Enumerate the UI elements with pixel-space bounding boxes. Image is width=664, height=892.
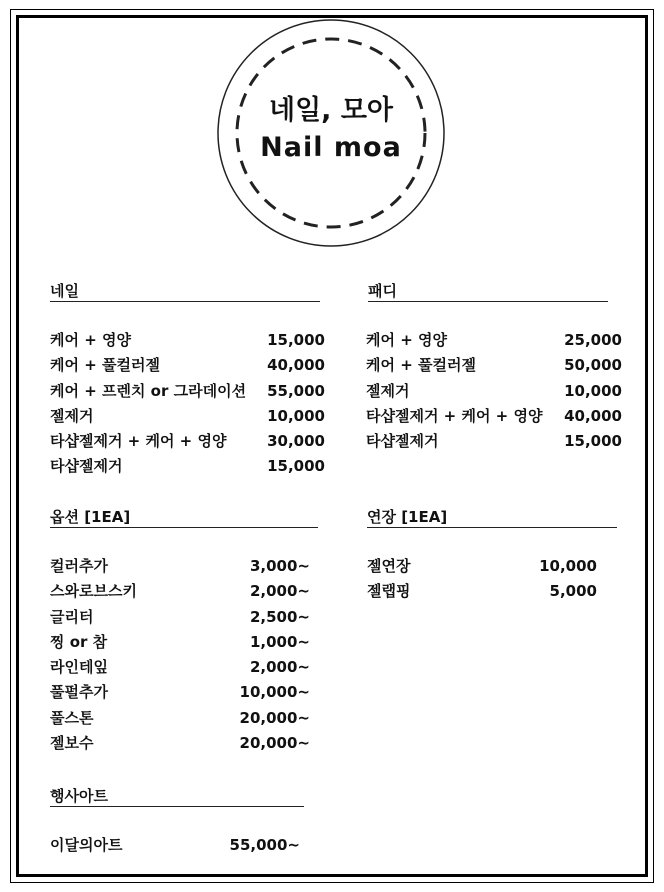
- item-price: 2,500~: [249, 607, 310, 626]
- item-price: 10,000: [539, 557, 597, 575]
- item-list: [50, 328, 325, 480]
- menu-item: [50, 328, 325, 353]
- menu-item: [366, 353, 622, 378]
- item-price: 20,000~: [239, 734, 310, 753]
- item-price: 40,000: [564, 406, 622, 425]
- section-title: 패디: [368, 282, 608, 302]
- item-price: 55,000: [267, 381, 325, 400]
- section-nail: [50, 282, 325, 476]
- item-name: 케어 + 프렌치 or 그라데이션: [50, 381, 247, 400]
- item-price: 2,000~: [249, 582, 310, 601]
- item-price: 25,000: [564, 331, 622, 349]
- menu-item: [50, 833, 300, 858]
- section-pedi: [366, 282, 622, 451]
- menu-item: [50, 605, 310, 630]
- item-name: 타샵젤제거 + 케어 + 영양: [50, 432, 227, 451]
- item-list: [50, 833, 300, 858]
- item-price: 10,000: [267, 406, 325, 425]
- menu-item: [50, 579, 310, 604]
- item-name: 풀스톤: [50, 708, 94, 727]
- item-name: 스와로브스키: [50, 582, 137, 601]
- section-extension: [367, 508, 617, 601]
- item-name: 케어 + 풀컬러젤: [50, 356, 160, 375]
- menu-item: [50, 706, 310, 731]
- item-name: 찡 or 참: [50, 632, 108, 651]
- menu-item: [50, 404, 325, 429]
- menu-item: [366, 379, 622, 404]
- menu-item: [50, 680, 310, 705]
- item-name: 타샵젤제거: [50, 457, 123, 476]
- item-name: 젤랩핑: [367, 582, 411, 601]
- item-name: 젤제거: [366, 381, 410, 400]
- menu-item: [366, 429, 622, 454]
- item-price: 2,000~: [249, 658, 310, 677]
- menu-item: [367, 554, 597, 579]
- item-name: 글리터: [50, 607, 94, 626]
- logo-name-english: Nail moa: [260, 132, 402, 163]
- item-name: 젤보수: [50, 734, 94, 753]
- menu-item: [367, 579, 597, 604]
- item-name: 이달의아트: [50, 836, 123, 854]
- item-name: 라인테잎: [50, 658, 108, 677]
- item-price: 10,000: [564, 381, 622, 400]
- menu-item: [50, 353, 325, 378]
- menu-item: [366, 328, 622, 353]
- section-title: 행사아트: [50, 787, 304, 807]
- logo-name-korean: 네일, 모아: [269, 95, 393, 126]
- menu-item: [50, 429, 325, 454]
- menu-item: [366, 404, 622, 429]
- item-price: 10,000~: [239, 683, 310, 702]
- section-event: [50, 787, 304, 854]
- item-price: 15,000: [564, 432, 622, 451]
- item-name: 케어 + 영양: [50, 331, 131, 349]
- item-list: [366, 328, 622, 454]
- menu-item: [50, 554, 310, 579]
- item-price: 20,000~: [239, 708, 310, 727]
- menu-item: [50, 655, 310, 680]
- item-price: 3,000~: [249, 557, 310, 575]
- item-name: 타샵젤제거: [366, 432, 439, 451]
- item-name: 풀펄추가: [50, 683, 108, 702]
- item-price: 15,000: [267, 331, 325, 349]
- section-option: [50, 508, 318, 753]
- item-price: 30,000: [267, 432, 325, 451]
- item-name: 컬러추가: [50, 557, 108, 575]
- menu-item: [50, 731, 310, 756]
- menu-item: [50, 454, 325, 479]
- item-price: 50,000: [564, 356, 622, 375]
- item-name: 케어 + 영양: [366, 331, 447, 349]
- item-list: [50, 554, 310, 756]
- item-name: 케어 + 풀컬러젤: [366, 356, 476, 375]
- item-name: 젤연장: [367, 557, 411, 575]
- section-title: 연장 [1EA]: [367, 508, 617, 528]
- item-name: 타샵젤제거 + 케어 + 영양: [366, 406, 543, 425]
- item-name: 젤제거: [50, 406, 94, 425]
- menu-item: [50, 379, 325, 404]
- item-price: 5,000: [549, 582, 597, 601]
- item-price: 1,000~: [249, 632, 310, 651]
- item-price: 40,000: [267, 356, 325, 375]
- item-price: 55,000~: [229, 836, 300, 854]
- section-title: 네일: [50, 282, 320, 302]
- item-price: 15,000: [267, 457, 325, 476]
- menu-item: [50, 630, 310, 655]
- section-title: 옵션 [1EA]: [50, 508, 318, 528]
- item-list: [367, 554, 597, 605]
